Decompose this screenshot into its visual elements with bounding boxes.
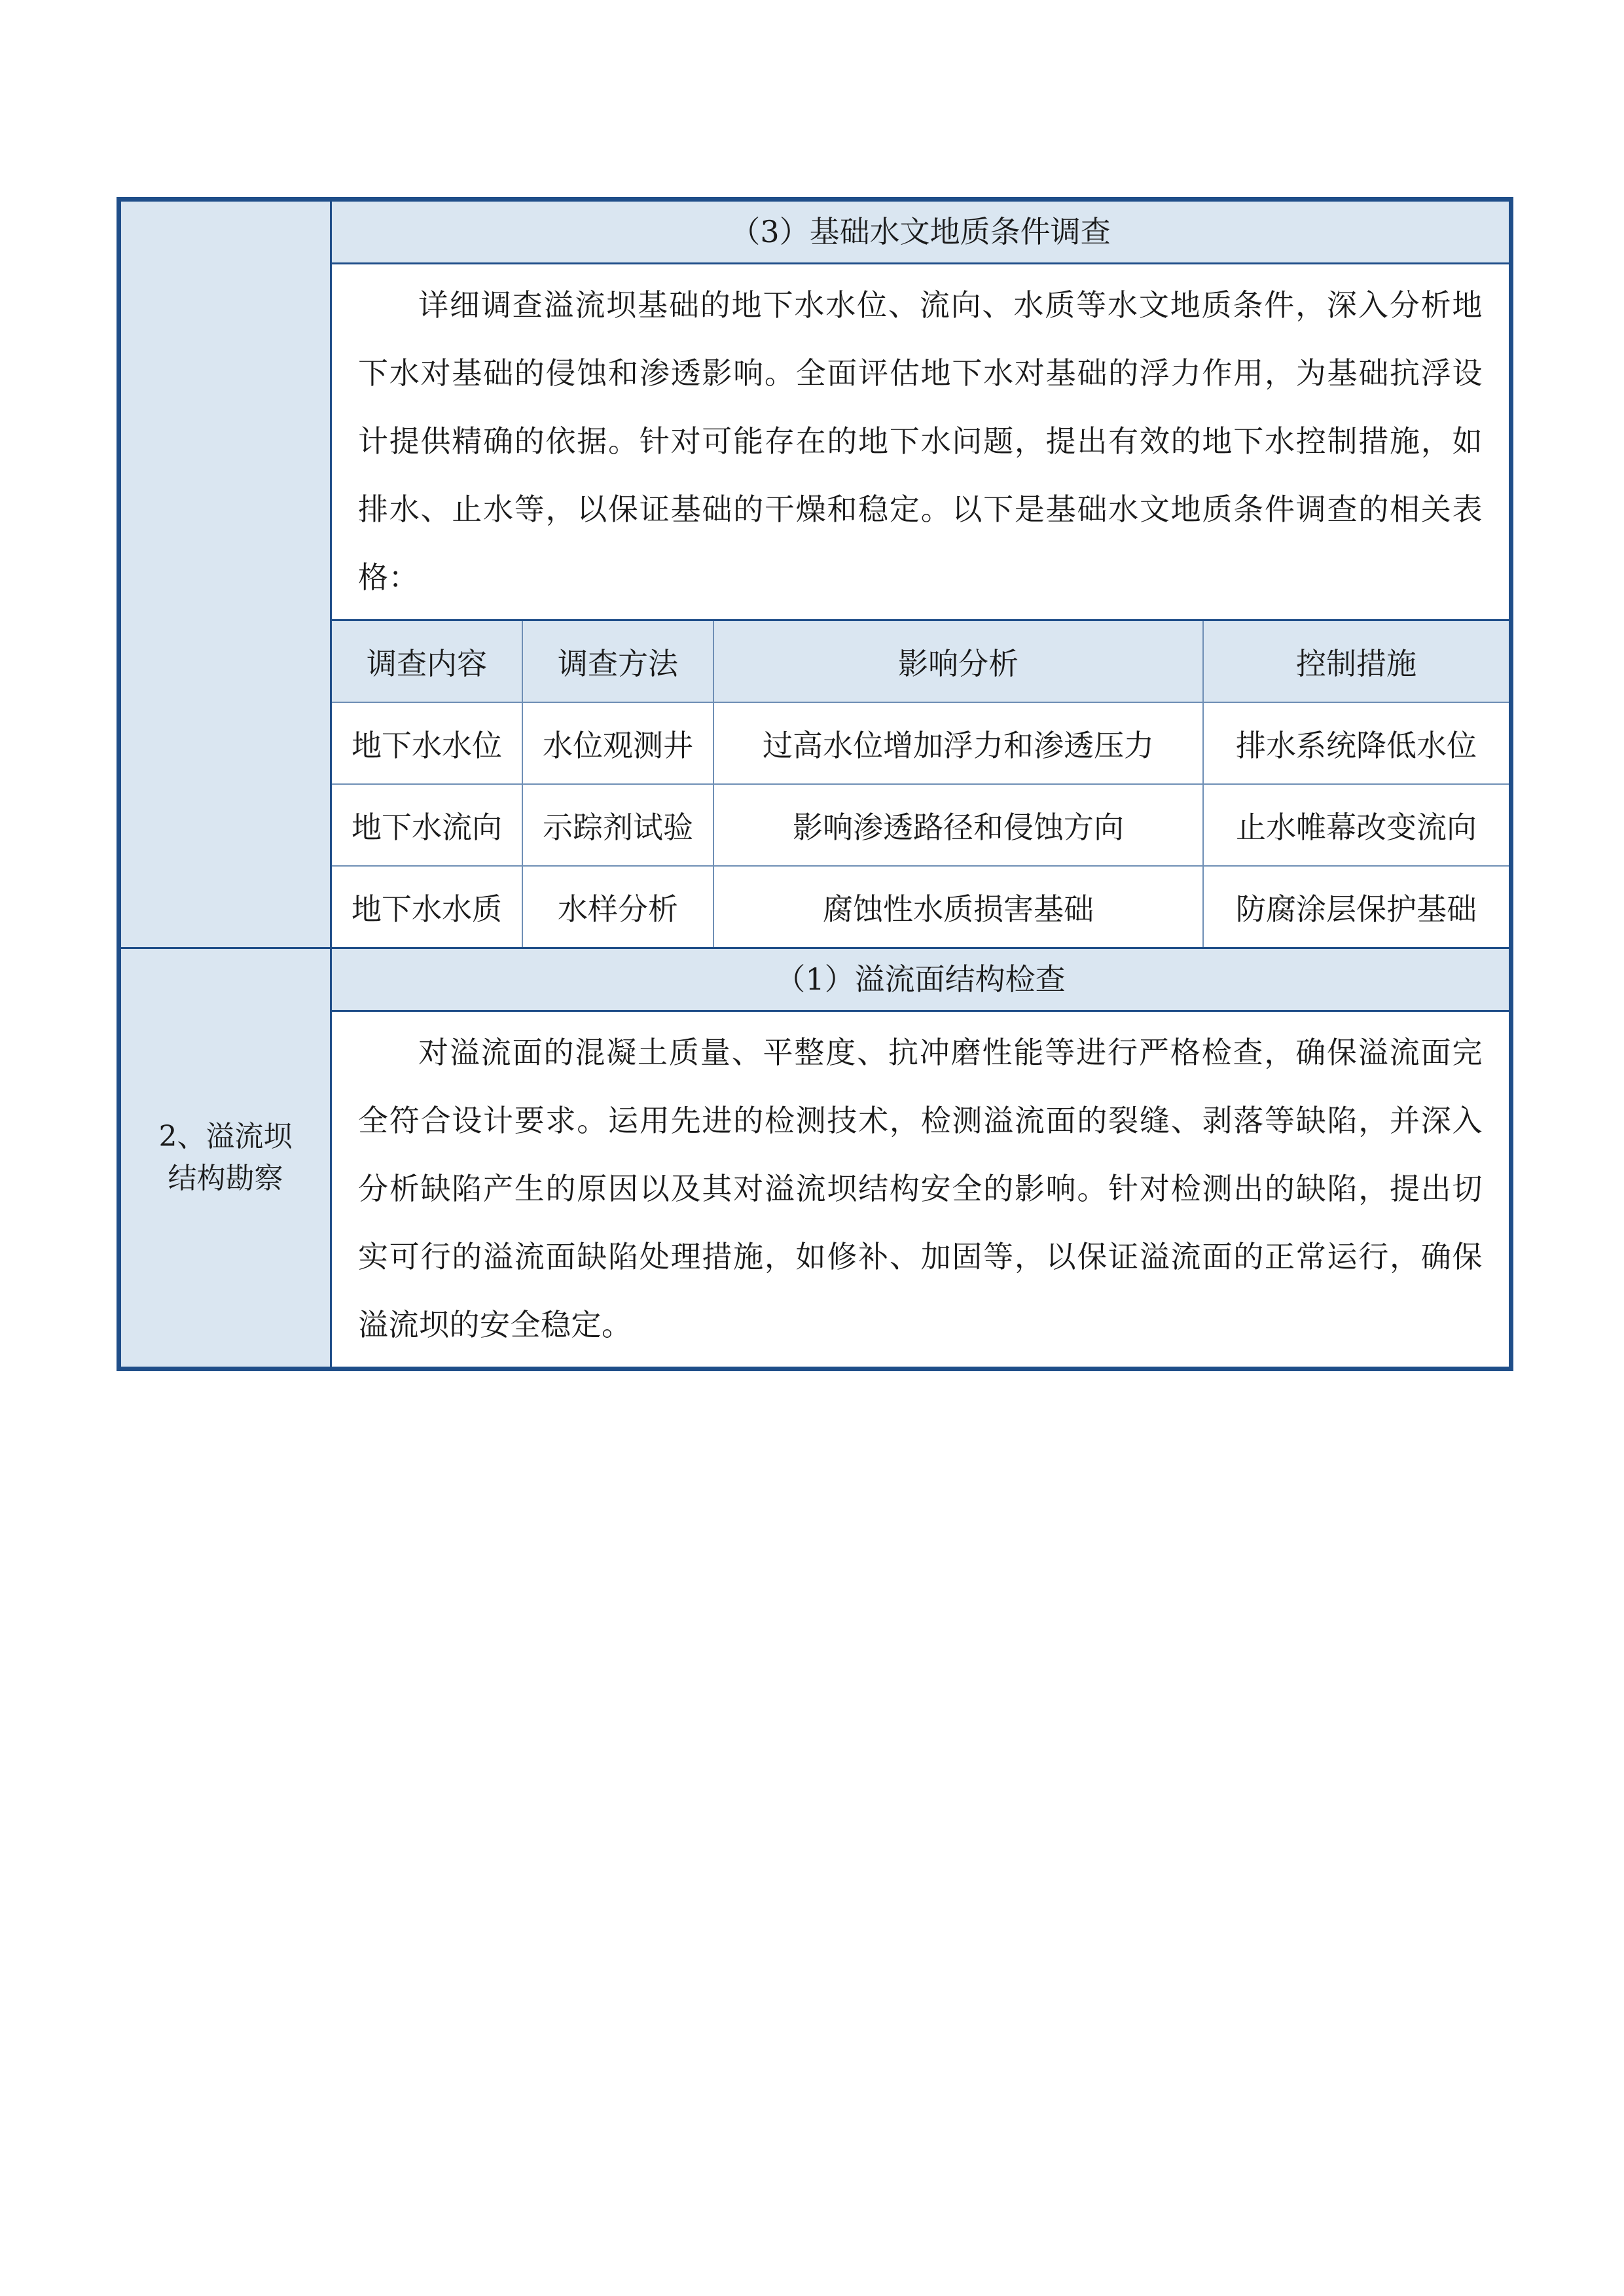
table-row [332,702,1509,784]
content-cell [332,202,1509,947]
section-paragraph: 对溢流面的混凝土质量、平整度、抗冲磨性能等进行严格检查，确保溢流面完全符合设计要求。运用先进的检测技术，检测溢流面的裂缝、剥落等缺陷，并深入分析缺陷产生的原因以及其对溢流坝结构安全的影响。针对检测出的缺陷，提出切实可行的溢流面缺陷处理措施，如修补、加固等，以保证溢流面的正常运行，确保溢流坝的安全稳定。 [358,1035,1483,1342]
section-paragraph: 详细调查溢流坝基础的地下水水位、流向、水质等水文地质条件，深入分析地下水对基础的侵蚀和渗透影响。全面评估地下水对基础的浮力作用，为基础抗浮设计提供精确的依据。针对可能存在的地下水问题，提出有效的地下水控制措施，如排水、止水等，以保证基础的干燥和稳定。以下是基础水文地质条件调查的相关表格： [358,287,1483,595]
table-cell: 地下水水位 [332,702,522,784]
table-cell: 地下水流向 [332,784,522,866]
table-cell: 防腐涂层保护基础 [1203,866,1509,947]
table-cell: 止水帷幕改变流向 [1203,784,1509,866]
left-category-cell [121,202,332,947]
table-cell: 水位观测井 [522,702,713,784]
table-cell: 过高水位增加浮力和渗透压力 [713,702,1203,784]
section-block-spillway [121,949,1509,1367]
table-row [332,784,1509,866]
table-row [332,866,1509,947]
column-header: 控制措施 [1203,620,1509,703]
table-cell: 地下水水质 [332,866,522,947]
section-title: （1）溢流面结构检查 [332,949,1509,1012]
section-block-hydrogeology [121,202,1509,949]
table-cell: 示踪剂试验 [522,784,713,866]
column-header: 调查方法 [522,620,713,703]
table-header-row [332,620,1509,703]
table-cell: 排水系统降低水位 [1203,702,1509,784]
left-category-cell [121,949,332,1367]
left-category-label-line2: 结构勘察 [168,1162,283,1195]
column-header: 调查内容 [332,620,522,703]
table-cell: 影响渗透路径和侵蚀方向 [713,784,1203,866]
hydrogeology-table [332,619,1509,947]
document-table [117,197,1513,1371]
section-title: （3）基础水文地质条件调查 [332,202,1509,264]
column-header: 影响分析 [713,620,1203,703]
content-cell [332,949,1509,1367]
left-category-label-line1: 2、溢流坝 [158,1120,293,1153]
table-cell: 腐蚀性水质损害基础 [713,866,1203,947]
table-cell: 水样分析 [522,866,713,947]
